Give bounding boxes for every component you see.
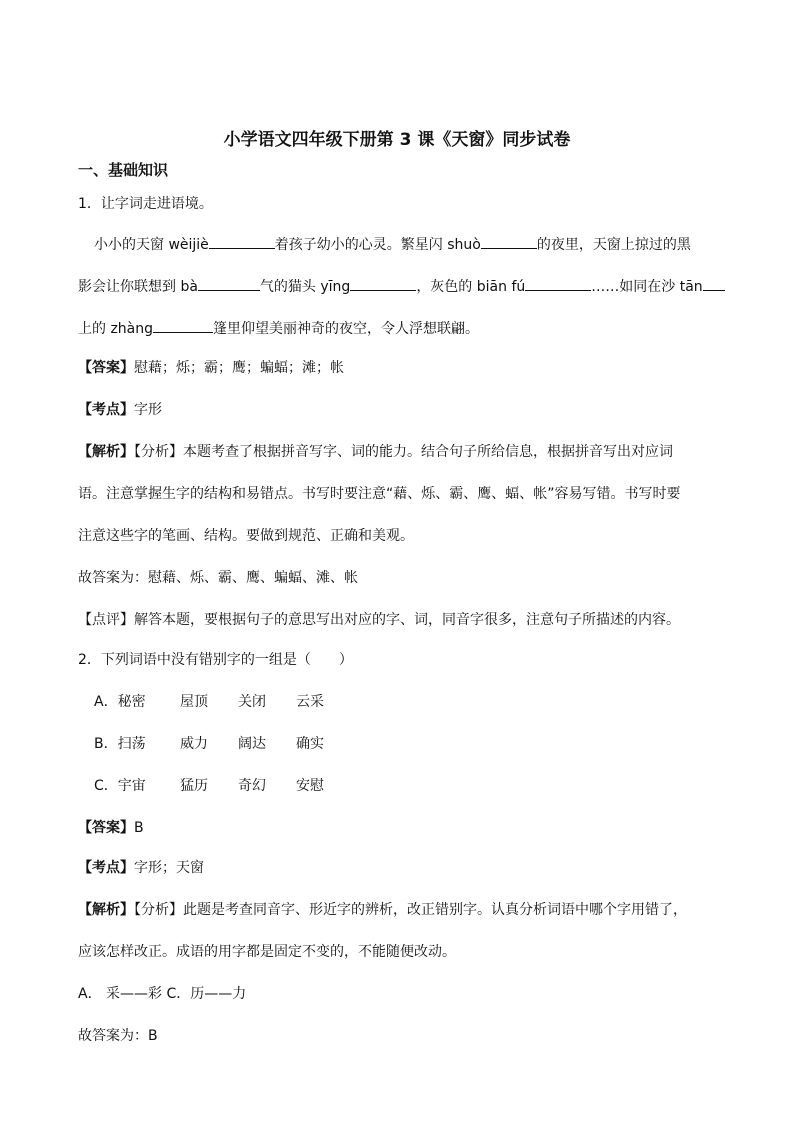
question-2-point (78, 858, 204, 878)
answer-tag: 【答案】 (78, 820, 134, 836)
answer-blank (153, 318, 213, 333)
option-word: 云采 (296, 694, 324, 710)
passage-text: ，灰色的 biān fú (416, 279, 526, 295)
answer-tag: 【答案】 (78, 360, 134, 376)
passage-text: 的夜里，天窗上掠过的黑 (536, 237, 691, 253)
answer-text: B (134, 820, 144, 836)
question-1-passage-line-1 (94, 234, 691, 255)
question-1-comment: 【点评】解答本题，要根据句子的意思写出对应的字、词，同音字很多，注意句子所描述的内容。 (78, 612, 680, 628)
passage-text: 上的 zhàng (78, 321, 154, 337)
passage-text: 篷里仰望美丽神奇的夜空，令人浮想联翩。 (213, 321, 480, 337)
option-word: A．秘密 (94, 694, 146, 710)
analysis-tag: 【解析】 (78, 902, 134, 918)
question-2-analysis-line-2: 应该怎样改正。成语的用字都是固定不变的，不能随便改动。 (78, 944, 456, 960)
option-word: 屋顶 (180, 694, 208, 710)
analysis-tag: 【解析】 (78, 444, 134, 460)
option-word: 关闭 (238, 694, 266, 710)
answer-blank (481, 234, 537, 249)
answer-blank (525, 276, 591, 291)
option-word: 阔达 (238, 736, 266, 752)
option-a (94, 692, 354, 712)
question-1-conclusion: 故答案为：慰藉、烁、霸、鹰、蝙蝠、滩、帐 (78, 570, 358, 586)
analysis-text: 【分析】本题考查了根据拼音写字、词的能力。结合句子所给信息，根据拼音写出对应词 (134, 444, 673, 460)
option-word: 威力 (180, 736, 208, 752)
question-1-point (78, 400, 162, 420)
page-title: 小学语文四年级下册第 3 课《天窗》同步试卷 (223, 130, 571, 150)
question-1-analysis-line-3: 注意这些字的笔画、结构。要做到规范、正确和美观。 (78, 528, 414, 544)
option-word: 奇幻 (238, 778, 266, 794)
answer-blank (209, 234, 275, 249)
answer-blank (198, 276, 260, 291)
answer-text: 慰藉；烁；霸；鹰；蝙蝠；滩；帐 (134, 360, 344, 376)
question-1-analysis-line-2: 语。注意掌握生字的结构和易错点。书写时要注意“藉、烁、霸、鹰、蝠、帐”容易写错。书写时要 (78, 486, 681, 502)
answer-blank (703, 276, 725, 291)
answer-blank (350, 276, 416, 291)
passage-text: 着孩子幼小的心灵。繁星闪 shuò (274, 237, 481, 253)
passage-text: 气的猫头 yīng (259, 279, 351, 295)
question-1-stem: 1．让字词走进语境。 (78, 196, 213, 212)
option-word: B．扫荡 (94, 736, 146, 752)
point-tag: 【考点】 (78, 860, 134, 876)
question-1-passage-line-2 (78, 276, 725, 297)
question-2-stem: 2．下列词语中没有错别字的一组是（ ） (78, 652, 353, 668)
option-c (94, 776, 354, 796)
point-text: 字形；天窗 (134, 860, 204, 876)
question-2-answer (78, 818, 144, 838)
passage-text: 影会让你联想到 bà (78, 279, 198, 295)
option-word: 确实 (296, 736, 324, 752)
analysis-text: 【分析】此题是考查同音字、形近字的辨析，改正错别字。认真分析词语中哪个字用错了， (134, 902, 687, 918)
question-1-passage-line-3 (78, 318, 479, 339)
question-2-conclusion: 故答案为：B (78, 1028, 158, 1044)
passage-text: ……如同在沙 tān (591, 279, 703, 295)
point-tag: 【考点】 (78, 402, 134, 418)
question-2-analysis-line-1 (78, 900, 687, 920)
section-heading: 一、基础知识 (78, 161, 169, 179)
passage-text: 小小的天窗 wèijiè (94, 237, 209, 253)
option-b (94, 734, 354, 754)
question-1-answer (78, 358, 344, 378)
question-1-analysis-line-1 (78, 442, 673, 462)
question-2-correction: A． 采——彩 C．历——力 (78, 986, 247, 1002)
option-word: 安慰 (296, 778, 324, 794)
option-word: C．宇宙 (94, 778, 146, 794)
point-text: 字形 (134, 402, 162, 418)
option-word: 猛历 (180, 778, 208, 794)
